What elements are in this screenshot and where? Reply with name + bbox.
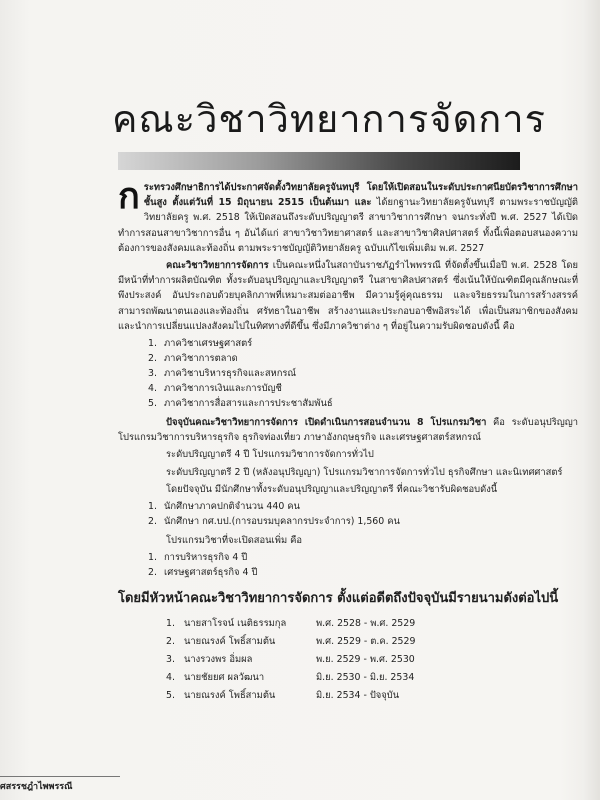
table-row: 4. นายชัยยศ ผลวัฒนา มิ.ย. 2530 - มิ.ย. 2534 (166, 672, 415, 684)
list-item: 3. ภาควิชาบริหารธุรกิจและสหกรณ์ (148, 368, 297, 380)
list-item: 1. การบริหารธุรกิจ 4 ปี (148, 552, 248, 564)
intro-paragraph (118, 175, 579, 256)
faculty-lead: คณะวิชาวิทยาการจัดการ (166, 260, 269, 272)
drop-cap: ก (118, 175, 140, 217)
list-item: 2. นักศึกษา กศ.บป.(การอบรมบุคลากรประจำการ) 1,560 คน (148, 516, 400, 528)
programs-paragraph (118, 415, 578, 445)
table-row: 1. นายสาโรจน์ เนติธรรมกุล พ.ศ. 2528 - พ.ศ. 2529 (166, 618, 416, 630)
heads-table (166, 616, 415, 706)
table-row: 2. นายณรงค์ โพธิ์สามต้น พ.ศ. 2529 - ต.ค. 2529 (166, 636, 416, 648)
faculty-paragraph (118, 258, 578, 334)
bachelor-4yr-paragraph: ระดับปริญญาตรี 4 ปี โปรแกรมวิชาการจัดการทั่วไป (166, 449, 374, 461)
footer-label: ศสรรชฎำไพพรรณี (0, 776, 120, 793)
title-gradient-bar (118, 152, 520, 170)
list-item: 5. ภาควิชาการสื่อสารและการประชาสัมพันธ์ (148, 398, 333, 410)
page-edge-shadow (582, 0, 600, 800)
table-row: 3. นางรวงพร อิ่มผล พ.ย. 2529 - พ.ศ. 2530 (166, 654, 415, 666)
list-item: 2. ภาควิชาการตลาด (148, 353, 238, 365)
list-item: 1. ภาควิชาเศรษฐศาสตร์ (148, 338, 253, 350)
table-row: 5. นายณรงค์ โพธิ์สามต้น มิ.ย. 2534 - ปัจจุบัน (166, 690, 400, 702)
programs-rest: คือ ระดับอนุปริญญา โปรแกรมวิชาการบริหารธุรกิจ ธุรกิจท่องเที่ยว ภาษาอังกฤษธุรกิจ และเศรษฐศาสตร์สหกรณ์ (118, 417, 578, 444)
new-programs-paragraph: โปรแกรมวิชาที่จะเปิดสอนเพิ่ม คือ (166, 535, 303, 547)
page-title: คณะวิชาวิทยาการจัดการ (112, 97, 546, 141)
heads-heading: โดยมีหัวหน้าคณะวิชาวิทยาการจัดการ ตั้งแต่อดีตถึงปัจจุบันมีรายนามดังต่อไปนี้ (118, 591, 559, 607)
programs-lead: ปัจจุบันคณะวิชาวิทยาการจัดการ เปิดดำเนินการสอนจำนวน 8 โปรแกรมวิชา (166, 417, 487, 429)
list-item: 2. เศรษฐศาสตร์ธุรกิจ 4 ปี (148, 567, 258, 579)
student-list (118, 499, 578, 529)
list-item: 1. นักศึกษาภาคปกติจำนวน 440 คน (148, 501, 300, 513)
department-list (118, 336, 578, 411)
intro-lead: ระทรวงศึกษาธิการได้ประกาศจัดตั้งวิทยาลัยครูจันทบุรี โดยให้เปิดสอนในระดับประกาศนียบัตรวิชาการศึกษาชั้นสูง ตั้งแต่วันที่ 15 มิถุนายน 2515 เป็นต้นมา และ (143, 182, 578, 209)
article-body (118, 175, 579, 706)
faculty-rest: เป็นคณะหนึ่งในสถาบันราชภัฏรำไพพรรณี ที่จัดตั้งขึ้นเมื่อปี พ.ศ. 2528 โดยมีหน้าที่ทำการผลิตบัณฑิต ทั้งระดับอนุปริญญาและปริญญาตรี ในสาขาศิลปศาสตร์ ซึ่งเน้นให้บัณฑิตมีคุณลักษณะที่พึงประสงค์ อันประกอบด้วยบุคลิกภาพที่เหมาะสมต่ออาชีพ มีความรู้คู่คุณธรรม และจริยธรรมในการสร้างสรรค์ สามารถพัฒนาตนเองและท้องถิ่น ศรัทธาในอาชีพ สร้างงานและประกอบอาชีพอิสระได้ เพื่อเป็นสมาชิกของสังคมและนำการเปลี่ยนแปลงสังคมไปในทิศทางที่ดีขึ้น ซึ่งมีภาควิชาต่าง ๆ ที่อยู่ในความรับผิดชอบดังนี้ คือ (118, 260, 578, 332)
students-paragraph: โดยปัจจุบัน มีนักศึกษาทั้งระดับอนุปริญญาและปริญญาตรี ที่คณะวิชารับผิดชอบดังนี้ (166, 483, 498, 495)
new-programs-list (118, 550, 578, 580)
list-item: 4. ภาควิชาการเงินและการบัญชี (148, 383, 282, 395)
intro-rest: ได้ยกฐานะวิทยาลัยครูจันทบุรี ตามพระราชบัญญัติวิทยาลัยครู พ.ศ. 2518 ให้เปิดสอนถึงระดับปริญญาตรี สาขาวิชาการศึกษา จนกระทั่งปี พ.ศ. 2527 ได้เปิดทำการสอนสาขาวิชาการอื่น ๆ อันได้แก่ สาขาวิชาวิทยาศาสตร์ และสาขาวิชาศิลปศาสตร์ ทั้งนี้เพื่อตอบสนองความต้องการของสังคมและท้องถิ่น ตามพระราชบัญญัติวิทยาลัยครู ฉบับแก้ไขเพิ่มเติม พ.ศ. 2527 (118, 197, 579, 254)
bachelor-2yr-paragraph: ระดับปริญญาตรี 2 ปี (หลังอนุปริญญา) โปรแกรมวิชาการจัดการทั่วไป ธุรกิจศึกษา และนิเทศศาสตร์ (166, 466, 563, 478)
